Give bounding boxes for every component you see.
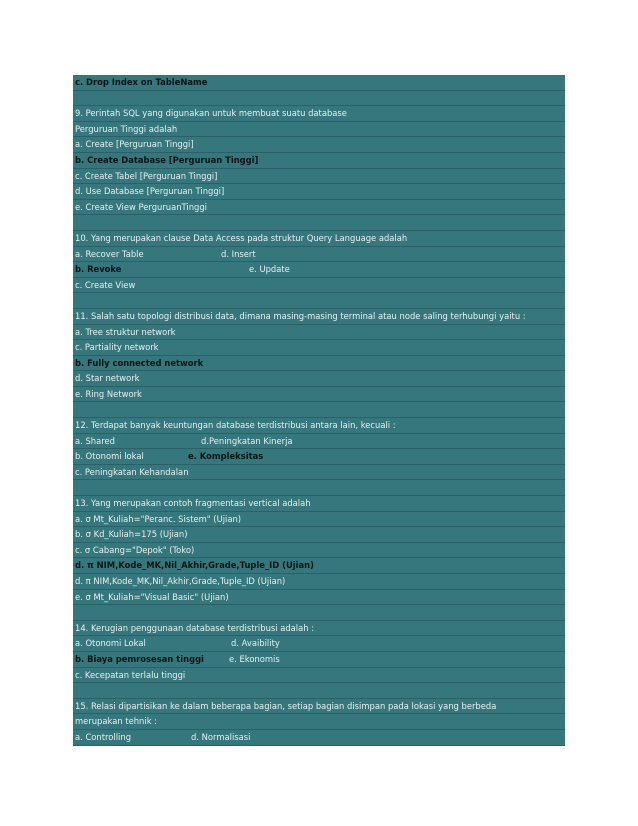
line-text: c. σ Cabang="Depok" (Toko) (75, 544, 195, 555)
line-text: d. π NIM,Kode_MK,Nil_Akhir,Grade,Tuple_ID (Ujian) (75, 560, 314, 571)
text-line (73, 652, 565, 668)
text-line (73, 574, 565, 590)
blank-line (73, 91, 565, 107)
line-text: c. Peningkatan Kehandalan (75, 466, 189, 477)
line-text: merupakan tehnik : (75, 716, 158, 727)
line-text: b. Biaya pemrosesan tinggi (75, 653, 204, 664)
line-text: d. Star network (75, 373, 140, 384)
line-text: 10. Yang merupakan clause Data Access pada struktur Query Language adalah (75, 232, 408, 243)
line-text: 12. Terdapat banyak keuntungan database terdistribusi antara lain, kecuali : (75, 420, 396, 431)
text-line (73, 340, 565, 356)
line-text: 13. Yang merupakan contoh fragmentasi vertical adalah (75, 498, 311, 509)
text-line (73, 278, 565, 294)
text-line (73, 184, 565, 200)
text-line (73, 636, 565, 652)
line-text: c. Kecepatan terlalu tinggi (75, 669, 186, 680)
text-line (73, 418, 565, 434)
text-line (73, 75, 565, 91)
line-second-option: d. Insert (221, 248, 256, 259)
text-line (73, 668, 565, 684)
line-text: a. Otonomi Lokal (75, 638, 146, 649)
line-text: e. Create View PerguruanTinggi (75, 201, 207, 212)
text-line (73, 356, 565, 372)
line-text: 14. Kerugian penggunaan database terdistribusi adalah : (75, 622, 315, 633)
line-text: a. Create [Perguruan Tinggi] (75, 139, 194, 150)
text-line (73, 309, 565, 325)
line-text: c. Partiality network (75, 342, 159, 353)
text-line (73, 730, 565, 746)
line-text: a. Shared (75, 435, 115, 446)
line-text: b. σ Kd_Kuliah=175 (Ujian) (75, 529, 188, 540)
line-second-option: d.Peningkatan Kinerja (201, 435, 293, 446)
text-line (73, 122, 565, 138)
text-line (73, 543, 565, 559)
line-text: d. π NIM,Kode_MK,Nil_Akhir,Grade,Tuple_ID (Ujian) (75, 576, 286, 586)
line-text: 9. Perintah SQL yang digunakan untuk membuat suatu database (75, 108, 347, 119)
line-text: b. Revoke (75, 264, 122, 275)
line-text: b. Create Database [Perguruan Tinggi] (75, 154, 259, 165)
line-text: a. Recover Table (75, 248, 144, 259)
text-line (73, 325, 565, 341)
line-text: c. Create Tabel [Perguruan Tinggi] (75, 170, 218, 181)
text-line (73, 247, 565, 263)
blank-line (73, 215, 565, 231)
line-text: a. Controlling (75, 731, 132, 742)
blank-line (73, 402, 565, 418)
line-text: Perguruan Tinggi adalah (75, 123, 178, 134)
line-second-option: e. Update (249, 264, 290, 275)
line-text: c. Drop Index on TableName (75, 77, 208, 87)
text-line (73, 590, 565, 606)
line-text: e. Ring Network (75, 388, 142, 399)
line-second-option: d. Normalisasi (191, 731, 251, 742)
line-text: c. Create View (75, 279, 136, 290)
text-line (73, 200, 565, 216)
text-line (73, 231, 565, 247)
line-text: 15. Relasi dipartisikan ke dalam beberapa bagian, setiap bagian disimpan pada lokasi yang berbeda (75, 700, 497, 711)
line-text: a. σ Mt_Kuliah="Peranc. Sistem" (Ujian) (75, 513, 242, 524)
blank-line (73, 480, 565, 496)
line-second-option: d. Avaibility (231, 638, 280, 649)
text-line (73, 137, 565, 153)
text-line (73, 512, 565, 528)
text-line (73, 371, 565, 387)
text-line (73, 714, 565, 730)
text-line (73, 449, 565, 465)
text-line (73, 558, 565, 574)
text-line (73, 621, 565, 637)
text-line (73, 434, 565, 450)
line-text: a. Tree struktur network (75, 326, 176, 337)
line-text: d. Use Database [Perguruan Tinggi] (75, 186, 225, 197)
text-line (73, 465, 565, 481)
text-line (73, 496, 565, 512)
line-text: b. Otonomi lokal (75, 451, 144, 462)
text-line (73, 153, 565, 169)
line-text: b. Fully connected network (75, 357, 204, 368)
blank-line (73, 293, 565, 309)
text-line (73, 262, 565, 278)
line-second-option: e. Kompleksitas (188, 451, 264, 462)
blank-line (73, 605, 565, 621)
line-text: e. σ Mt_Kuliah="Visual Basic" (Ujian) (75, 591, 229, 602)
text-line (73, 106, 565, 122)
text-line (73, 169, 565, 185)
quiz-table (73, 75, 565, 746)
text-line (73, 699, 565, 715)
line-text: 11. Salah satu topologi distribusi data, dimana masing-masing terminal atau node saling terhubungi yaitu : (75, 310, 526, 321)
blank-line (73, 683, 565, 699)
text-line (73, 387, 565, 403)
text-line (73, 527, 565, 543)
line-second-option: e. Ekonomis (229, 653, 280, 664)
